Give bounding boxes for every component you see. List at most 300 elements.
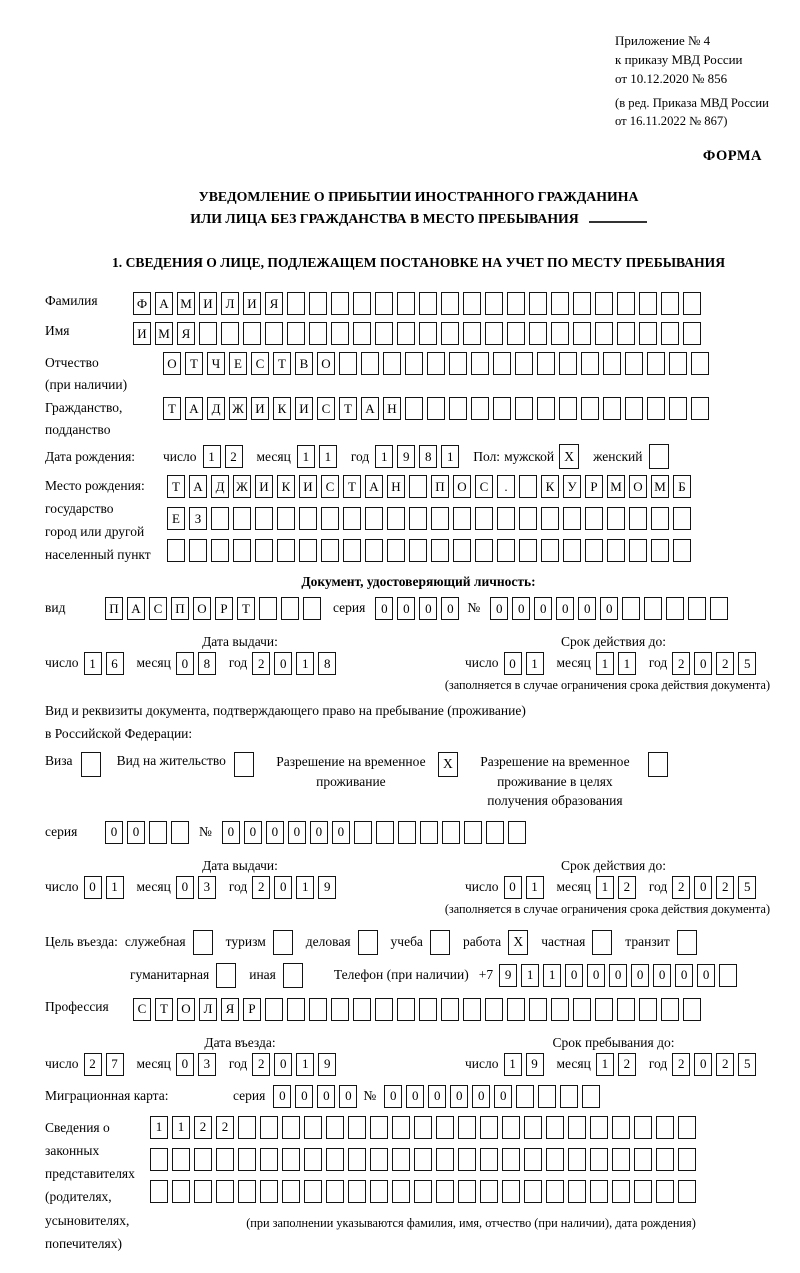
char-box[interactable] [673,507,691,530]
char-box[interactable]: Д [211,475,229,498]
char-box[interactable] [661,322,679,345]
char-box[interactable]: 0 [273,1085,291,1108]
char-box[interactable]: М [177,292,195,315]
char-box[interactable] [507,998,525,1021]
char-box[interactable] [582,1085,600,1108]
char-box[interactable]: Я [221,998,239,1021]
purpose-official-checkbox[interactable] [193,930,213,955]
char-box[interactable] [303,597,321,620]
char-box[interactable] [211,539,229,562]
char-box[interactable]: 1 [172,1116,190,1139]
char-box[interactable]: О [317,352,335,375]
char-box[interactable]: Т [237,597,255,620]
char-box[interactable]: 0 [450,1085,468,1108]
char-box[interactable] [348,1116,366,1139]
char-box[interactable]: И [243,292,261,315]
char-box[interactable] [449,352,467,375]
char-box[interactable] [519,539,537,562]
char-box[interactable] [427,352,445,375]
char-box[interactable] [414,1116,432,1139]
purpose-tourism-checkbox[interactable] [273,930,293,955]
char-box[interactable]: 1 [596,1053,614,1076]
char-box[interactable]: Т [343,475,361,498]
char-box[interactable] [398,821,416,844]
char-box[interactable]: 2 [716,1053,734,1076]
char-box[interactable] [353,292,371,315]
char-box[interactable] [405,352,423,375]
char-box[interactable] [370,1180,388,1203]
char-box[interactable] [441,998,459,1021]
char-box[interactable]: Ф [133,292,151,315]
char-box[interactable] [420,821,438,844]
char-box[interactable] [383,352,401,375]
char-box[interactable]: 0 [675,964,693,987]
char-box[interactable]: П [431,475,449,498]
purpose-business-checkbox[interactable] [358,930,378,955]
char-box[interactable] [354,821,372,844]
char-box[interactable] [507,292,525,315]
char-box[interactable] [343,539,361,562]
char-box[interactable] [563,539,581,562]
char-box[interactable]: С [251,352,269,375]
char-box[interactable]: Т [185,352,203,375]
char-box[interactable] [282,1180,300,1203]
char-box[interactable]: 2 [716,876,734,899]
char-box[interactable] [321,539,339,562]
char-box[interactable] [691,397,709,420]
char-box[interactable] [255,539,273,562]
char-box[interactable] [353,998,371,1021]
char-box[interactable]: 8 [318,652,336,675]
char-box[interactable]: 0 [274,652,292,675]
char-box[interactable]: О [177,998,195,1021]
purpose-other-checkbox[interactable] [283,963,303,988]
char-box[interactable] [656,1148,674,1171]
char-box[interactable]: Т [273,352,291,375]
char-box[interactable]: П [171,597,189,620]
char-box[interactable] [666,597,684,620]
char-box[interactable]: 2 [618,876,636,899]
char-box[interactable] [493,397,511,420]
char-box[interactable] [529,998,547,1021]
char-box[interactable]: И [199,292,217,315]
char-box[interactable] [607,507,625,530]
char-box[interactable] [436,1148,454,1171]
char-box[interactable]: И [299,475,317,498]
char-box[interactable] [282,1116,300,1139]
char-box[interactable] [485,322,503,345]
char-box[interactable] [515,352,533,375]
char-box[interactable]: Л [199,998,217,1021]
char-box[interactable] [171,821,189,844]
char-box[interactable] [541,507,559,530]
char-box[interactable] [683,292,701,315]
char-box[interactable] [581,352,599,375]
char-box[interactable] [375,292,393,315]
edu-permit-checkbox[interactable] [648,752,668,777]
char-box[interactable] [590,1116,608,1139]
char-box[interactable] [441,292,459,315]
char-box[interactable]: 0 [274,876,292,899]
char-box[interactable] [339,352,357,375]
char-box[interactable]: В [295,352,313,375]
char-box[interactable] [216,1148,234,1171]
char-box[interactable] [464,821,482,844]
char-box[interactable] [304,1116,322,1139]
char-box[interactable]: Н [387,475,405,498]
char-box[interactable] [281,597,299,620]
char-box[interactable] [617,292,635,315]
temp-permit-checkbox[interactable]: X [438,752,458,777]
char-box[interactable] [524,1116,542,1139]
char-box[interactable] [485,998,503,1021]
char-box[interactable]: 7 [106,1053,124,1076]
char-box[interactable] [353,322,371,345]
char-box[interactable]: А [361,397,379,420]
char-box[interactable] [639,998,657,1021]
purpose-study-checkbox[interactable] [430,930,450,955]
char-box[interactable] [612,1180,630,1203]
char-box[interactable] [309,998,327,1021]
char-box[interactable]: Д [207,397,225,420]
char-box[interactable] [639,292,657,315]
char-box[interactable] [678,1148,696,1171]
char-box[interactable] [581,397,599,420]
char-box[interactable]: Б [673,475,691,498]
char-box[interactable] [651,539,669,562]
char-box[interactable] [436,1180,454,1203]
char-box[interactable] [375,998,393,1021]
char-box[interactable] [678,1180,696,1203]
char-box[interactable] [661,998,679,1021]
char-box[interactable]: 9 [318,1053,336,1076]
char-box[interactable]: 1 [618,652,636,675]
char-box[interactable] [260,1180,278,1203]
char-box[interactable] [397,998,415,1021]
char-box[interactable]: А [189,475,207,498]
char-box[interactable] [365,507,383,530]
char-box[interactable] [277,539,295,562]
char-box[interactable] [392,1116,410,1139]
char-box[interactable]: 0 [384,1085,402,1108]
char-box[interactable] [449,397,467,420]
char-box[interactable] [259,597,277,620]
char-box[interactable]: Ж [229,397,247,420]
char-box[interactable] [326,1116,344,1139]
char-box[interactable] [458,1116,476,1139]
char-box[interactable] [622,597,640,620]
char-box[interactable] [361,352,379,375]
char-box[interactable]: Н [383,397,401,420]
char-box[interactable] [392,1148,410,1171]
char-box[interactable]: М [651,475,669,498]
char-box[interactable] [719,964,737,987]
char-box[interactable] [595,322,613,345]
char-box[interactable]: 0 [397,597,415,620]
char-box[interactable] [475,507,493,530]
char-box[interactable] [287,292,305,315]
char-box[interactable] [673,539,691,562]
char-box[interactable] [414,1148,432,1171]
char-box[interactable] [537,397,555,420]
char-box[interactable] [647,352,665,375]
char-box[interactable] [331,998,349,1021]
char-box[interactable]: 2 [252,1053,270,1076]
char-box[interactable] [441,322,459,345]
char-box[interactable]: Р [585,475,603,498]
char-box[interactable] [656,1116,674,1139]
char-box[interactable] [634,1180,652,1203]
char-box[interactable]: А [155,292,173,315]
char-box[interactable] [321,507,339,530]
char-box[interactable]: 0 [84,876,102,899]
char-box[interactable]: 1 [375,445,393,468]
residence-permit-checkbox[interactable] [234,752,254,777]
char-box[interactable] [497,507,515,530]
char-box[interactable] [172,1180,190,1203]
char-box[interactable]: 0 [105,821,123,844]
char-box[interactable] [493,352,511,375]
char-box[interactable]: О [193,597,211,620]
char-box[interactable]: 1 [296,652,314,675]
char-box[interactable] [585,539,603,562]
char-box[interactable]: 2 [672,652,690,675]
char-box[interactable]: С [475,475,493,498]
char-box[interactable] [343,507,361,530]
char-box[interactable]: 0 [565,964,583,987]
char-box[interactable]: 0 [631,964,649,987]
char-box[interactable]: 0 [288,821,306,844]
char-box[interactable]: 0 [406,1085,424,1108]
char-box[interactable]: 0 [310,821,328,844]
char-box[interactable]: 0 [176,1053,194,1076]
char-box[interactable]: 5 [738,1053,756,1076]
char-box[interactable]: 1 [84,652,102,675]
char-box[interactable] [551,998,569,1021]
char-box[interactable] [442,821,460,844]
char-box[interactable] [519,507,537,530]
char-box[interactable] [480,1180,498,1203]
char-box[interactable]: 0 [694,652,712,675]
char-box[interactable] [331,322,349,345]
char-box[interactable] [625,352,643,375]
char-box[interactable]: 9 [499,964,517,987]
char-box[interactable] [243,322,261,345]
char-box[interactable] [617,998,635,1021]
char-box[interactable]: И [133,322,151,345]
char-box[interactable]: 0 [332,821,350,844]
char-box[interactable] [149,821,167,844]
char-box[interactable] [419,322,437,345]
char-box[interactable]: 1 [596,652,614,675]
char-box[interactable]: 0 [127,821,145,844]
char-box[interactable] [568,1148,586,1171]
char-box[interactable] [710,597,728,620]
char-box[interactable] [502,1148,520,1171]
char-box[interactable] [348,1180,366,1203]
char-box[interactable]: С [133,998,151,1021]
char-box[interactable]: 1 [203,445,221,468]
char-box[interactable]: 5 [738,876,756,899]
char-box[interactable] [463,998,481,1021]
char-box[interactable] [370,1116,388,1139]
char-box[interactable]: 2 [716,652,734,675]
char-box[interactable] [150,1180,168,1203]
char-box[interactable] [683,998,701,1021]
char-box[interactable]: 1 [150,1116,168,1139]
char-box[interactable]: 0 [694,876,712,899]
char-box[interactable] [508,821,526,844]
char-box[interactable]: 3 [198,1053,216,1076]
char-box[interactable] [486,821,504,844]
char-box[interactable]: С [321,475,339,498]
char-box[interactable] [612,1148,630,1171]
char-box[interactable] [639,322,657,345]
char-box[interactable] [568,1116,586,1139]
char-box[interactable]: 1 [106,876,124,899]
char-box[interactable] [603,352,621,375]
char-box[interactable]: 3 [198,876,216,899]
char-box[interactable] [538,1085,556,1108]
char-box[interactable]: 2 [252,652,270,675]
char-box[interactable] [471,352,489,375]
char-box[interactable] [387,507,405,530]
char-box[interactable] [194,1180,212,1203]
char-box[interactable] [656,1180,674,1203]
char-box[interactable] [299,539,317,562]
char-box[interactable] [233,539,251,562]
char-box[interactable] [644,597,662,620]
char-box[interactable] [211,507,229,530]
char-box[interactable] [453,539,471,562]
char-box[interactable]: К [277,475,295,498]
char-box[interactable] [485,292,503,315]
char-box[interactable]: 9 [526,1053,544,1076]
char-box[interactable]: . [497,475,515,498]
char-box[interactable]: У [563,475,581,498]
char-box[interactable] [507,322,525,345]
char-box[interactable] [365,539,383,562]
char-box[interactable]: П [105,597,123,620]
char-box[interactable]: 2 [672,876,690,899]
char-box[interactable] [427,397,445,420]
char-box[interactable] [150,1148,168,1171]
purpose-private-checkbox[interactable] [592,930,612,955]
char-box[interactable]: 1 [297,445,315,468]
char-box[interactable] [397,322,415,345]
char-box[interactable]: 2 [225,445,243,468]
char-box[interactable]: 0 [694,1053,712,1076]
char-box[interactable]: О [453,475,471,498]
char-box[interactable]: 0 [176,876,194,899]
char-box[interactable] [625,397,643,420]
char-box[interactable]: 0 [419,597,437,620]
char-box[interactable] [238,1180,256,1203]
char-box[interactable] [255,507,273,530]
char-box[interactable] [431,507,449,530]
char-box[interactable] [634,1148,652,1171]
char-box[interactable]: О [163,352,181,375]
char-box[interactable] [502,1180,520,1203]
char-box[interactable] [590,1148,608,1171]
char-box[interactable] [573,998,591,1021]
char-box[interactable] [167,539,185,562]
char-box[interactable]: И [251,397,269,420]
char-box[interactable]: 9 [318,876,336,899]
char-box[interactable] [282,1148,300,1171]
char-box[interactable] [299,507,317,530]
char-box[interactable]: 1 [526,652,544,675]
char-box[interactable] [458,1180,476,1203]
char-box[interactable] [287,998,305,1021]
char-box[interactable] [551,322,569,345]
char-box[interactable] [309,292,327,315]
char-box[interactable] [688,597,706,620]
char-box[interactable] [529,292,547,315]
char-box[interactable] [260,1148,278,1171]
char-box[interactable] [537,352,555,375]
char-box[interactable]: Ч [207,352,225,375]
char-box[interactable] [651,507,669,530]
char-box[interactable]: 0 [244,821,262,844]
char-box[interactable]: Ж [233,475,251,498]
char-box[interactable] [541,539,559,562]
char-box[interactable] [370,1148,388,1171]
char-box[interactable]: С [149,597,167,620]
char-box[interactable] [419,998,437,1021]
char-box[interactable] [585,507,603,530]
char-box[interactable] [661,292,679,315]
char-box[interactable] [497,539,515,562]
char-box[interactable]: А [365,475,383,498]
char-box[interactable] [265,322,283,345]
char-box[interactable] [607,539,625,562]
char-box[interactable]: 2 [252,876,270,899]
char-box[interactable] [409,475,427,498]
char-box[interactable]: 0 [339,1085,357,1108]
char-box[interactable]: 0 [600,597,618,620]
char-box[interactable]: 0 [472,1085,490,1108]
char-box[interactable] [453,507,471,530]
char-box[interactable]: 0 [494,1085,512,1108]
char-box[interactable]: 1 [296,1053,314,1076]
char-box[interactable] [233,507,251,530]
char-box[interactable] [463,322,481,345]
char-box[interactable] [546,1148,564,1171]
char-box[interactable]: 8 [419,445,437,468]
char-box[interactable] [559,397,577,420]
char-box[interactable] [516,1085,534,1108]
char-box[interactable]: 2 [84,1053,102,1076]
char-box[interactable]: И [295,397,313,420]
char-box[interactable] [524,1148,542,1171]
char-box[interactable] [216,1180,234,1203]
char-box[interactable]: 9 [397,445,415,468]
char-box[interactable]: А [185,397,203,420]
char-box[interactable] [405,397,423,420]
char-box[interactable] [617,322,635,345]
char-box[interactable] [326,1148,344,1171]
char-box[interactable] [515,397,533,420]
char-box[interactable] [529,322,547,345]
char-box[interactable] [629,539,647,562]
char-box[interactable] [260,1116,278,1139]
char-box[interactable] [480,1116,498,1139]
char-box[interactable]: 0 [375,597,393,620]
char-box[interactable]: 2 [618,1053,636,1076]
char-box[interactable]: Е [229,352,247,375]
char-box[interactable]: 8 [198,652,216,675]
